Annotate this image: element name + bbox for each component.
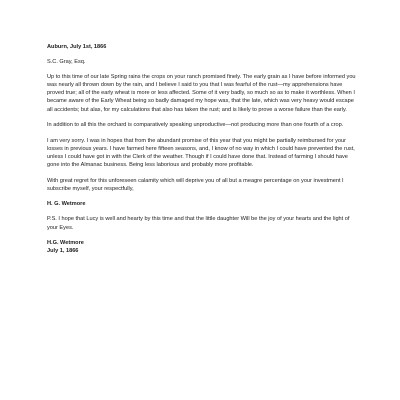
letter-heading: Auburn, July 1st, 1866: [47, 44, 107, 50]
letter-paragraph-2: In addition to all this the orchard is comparatively speaking unproductive—not producing more than one fourth of a crop.: [47, 122, 344, 129]
letter-paragraph-1: Up to this time of our late Spring rains the crops on your ranch promised finely. The early grain as I have before informed you was nearly all thrown down by the rain, and I believe I said to you that I was fearful of the rust—my apprehensions have proved true; all of the early wheat is more or less affected. Some of it very badly, so much so as to make it worthless. When I became aware of the Early Wheat being so badly damaged my hope was, that the late, which was very heavy would escape all accidents; but alas, for my calculations that also has taken the rust; and is likely to prove a worse failure than the early.: [47, 74, 356, 113]
letter-postscript: P.S. I hope that Lucy is well and hearty by this time and that the little daughter Will be the joy of your hearts and the light of your Eyes.: [47, 216, 350, 231]
letter-paragraph-4: With great regret for this unforeseen calamity which will deprive you of all but a meagre percentage on your investment I subscribe myself, your respectfully,: [47, 177, 344, 192]
letter-paragraph-3: I am very sorry. I was in hopes that from the abundant promise of this year that you might be partially reimbursed for your losses in previous years. I have farmed here fifteen seasons, and, I know of no way in which I could have prevented the rust, unless I could have got in with the Clerk of the weather. Though if I could have done that. Instead of farming I should have gone into the Almanac business. Being less laborious and probably more profitable.: [47, 137, 355, 169]
letter-closing-name: H.G. Wetmore: [47, 240, 84, 247]
letter-signature: H. G. Wetmore: [47, 201, 86, 208]
letter-salutation: S.C. Gray, Esq.: [47, 59, 86, 66]
letter-closing-date: July 1, 1866: [47, 248, 79, 255]
